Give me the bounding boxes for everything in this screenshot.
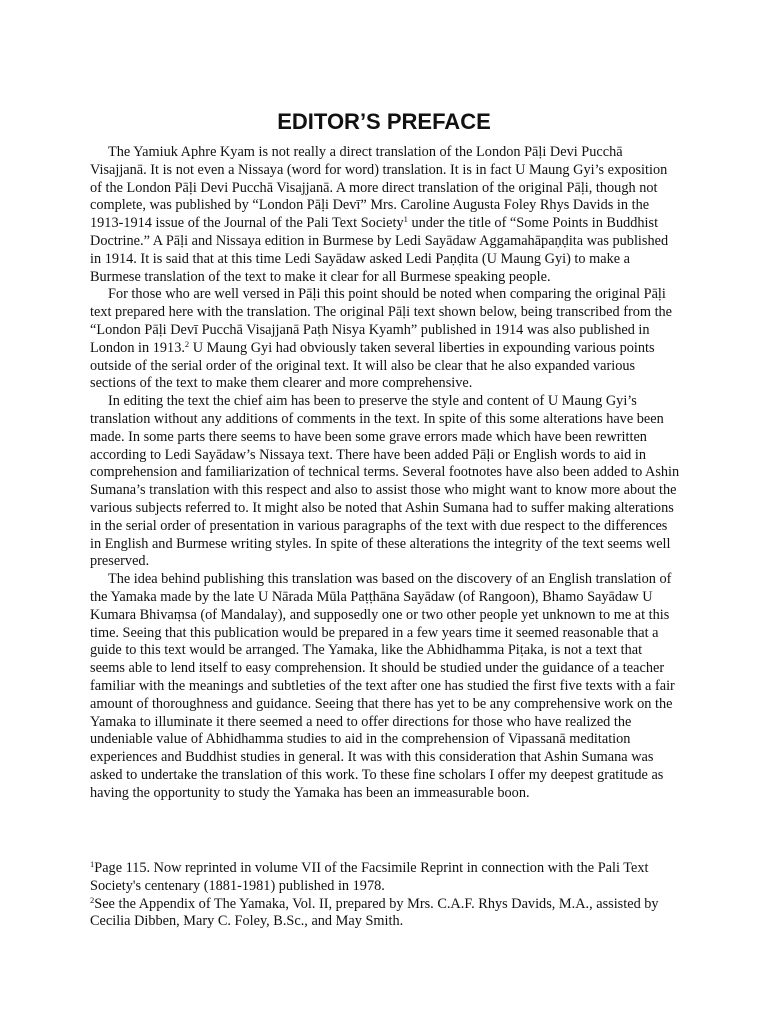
paragraph-4 [90, 571, 680, 802]
paragraph-text: U Maung Gyi had obviously taken several liberties in expounding various points outside of the serial order of the original text. It will also be clear that he also expanded various sections of the text to make them clearer and more comprehensive. [90, 339, 655, 392]
paragraph-text: under the title of “Some Points in Buddhist Doctrine.” A Pāḷi and Nissaya edition in Burmese by Ledi Sayādaw Aggamahāpaṇḍita was published in 1914. It is said that at this time Ledi Sayādaw asked Ledi Paṇḍita (U Maung Gyi) to make a Burmese translation of the text to make it clear for all Burmese speaking people. [90, 215, 669, 285]
page-title: EDITOR’S PREFACE [277, 109, 491, 134]
footnotes [90, 860, 680, 931]
paragraph-text: The idea behind publishing this translation was based on the discovery of an English translation of the Yamaka made by the late U Nārada Mūla Paṭṭhāna Sayādaw (of Rangoon), Bhamo Sayādaw U Kumara Bhivaṃsa (of Mandalay), and supposedly one or two other people yet unknown to me at this time. Seeing that this publication would be prepared in a few years time it seemed reasonable that a guide to this text would be arranged. The Yamaka, like the Abhidhamma Piṭaka, is not a text that seems able to lend itself to easy comprehension. It should be studied under the guidance of a teacher familiar with the meanings and subtleties of the text after one has studied the first five texts with a fair amount of thoroughness and guidance. Seeing that there has yet to be any comprehensive work on the Yamaka to illuminate it there seemed a need to offer directions for those who have realized the undeniable value of Abhidhamma studies to aid in the comprehension of Vipassanā meditation experiences and Buddhist studies in general. It was with this consideration that Ashin Sumana was asked to undertake the translation of this work. To these fine scholars I offer my deepest gratitude as having the opportunity to study the Yamaka has been an immeasurable boon. [90, 571, 675, 801]
paragraph-2 [90, 286, 680, 393]
footnote-1 [90, 860, 680, 896]
paragraph-3 [90, 393, 680, 571]
footnote-text: See the Appendix of The Yamaka, Vol. II, prepared by Mrs. C.A.F. Rhys Davids, M.A., assisted by Cecilia Dibben, Mary C. Foley, B.Sc., and May Smith. [90, 895, 659, 930]
paragraph-1 [90, 144, 680, 286]
paragraph-text: In editing the text the chief aim has been to preserve the style and content of U Maung Gyi’s translation without any additions of comments in the text. In spite of this some alterations have been made. In some parts there seems to have been some grave errors made which have been rewritten according to Ledi Sayādaw’s Nissaya text. There have been added Pāḷi or English words to aid in comprehension and familiarization of technical terms. Several footnotes have also been added to Ashin Sumana’s translation with this respect and also to assist those who might want to know more about the various subjects referred to. It might also be noted that Ashin Sumana had to suffer making alterations in the serial order of presentation in various paragraphs of the text with due respect to the differences in English and Burmese writing styles. In spite of these alterations the integrity of the text seems well preserved. [90, 393, 680, 570]
footnote-ref-1: 1 [403, 214, 408, 225]
footnote-mark: 1 [90, 859, 95, 869]
footnote-2 [90, 896, 680, 932]
paragraph-text: The Yamiuk Aphre Kyam is not really a direct translation of the London Pāḷi Devi Pucchā Visajjanā. It is not even a Nissaya (word for word) translation. It is in fact U Maung Gyi’s exposition of the London Pāḷi Devi Pucchā Visajjanā. A more direct translation of the original Pāḷi, though not complete, was published by “London Pāḷi Devī” Mrs. Caroline Augusta Foley Rhys Davids in the 1913-1914 issue of the Journal of the Pali Text Society [90, 144, 668, 232]
footnote-ref-2: 2 [184, 338, 190, 349]
footnote-text: Page 115. Now reprinted in volume VII of the Facsimile Reprint in connection with the Pali Text Society's centenary (1881-1981) published in 1978. [90, 860, 649, 894]
paragraph-text: For those who are well versed in Pāḷi this point should be noted when comparing the original Pāḷi text prepared here with the translation. The original Pāḷi text shown below, being transcribed from the “London Pāḷi Devī Pucchā Visajjanā Paṭh Nisya Kyamh” published in 1914 was also published in London in 1913. [90, 286, 673, 356]
footnote-mark: 2 [90, 894, 95, 905]
preface-body [90, 144, 680, 802]
